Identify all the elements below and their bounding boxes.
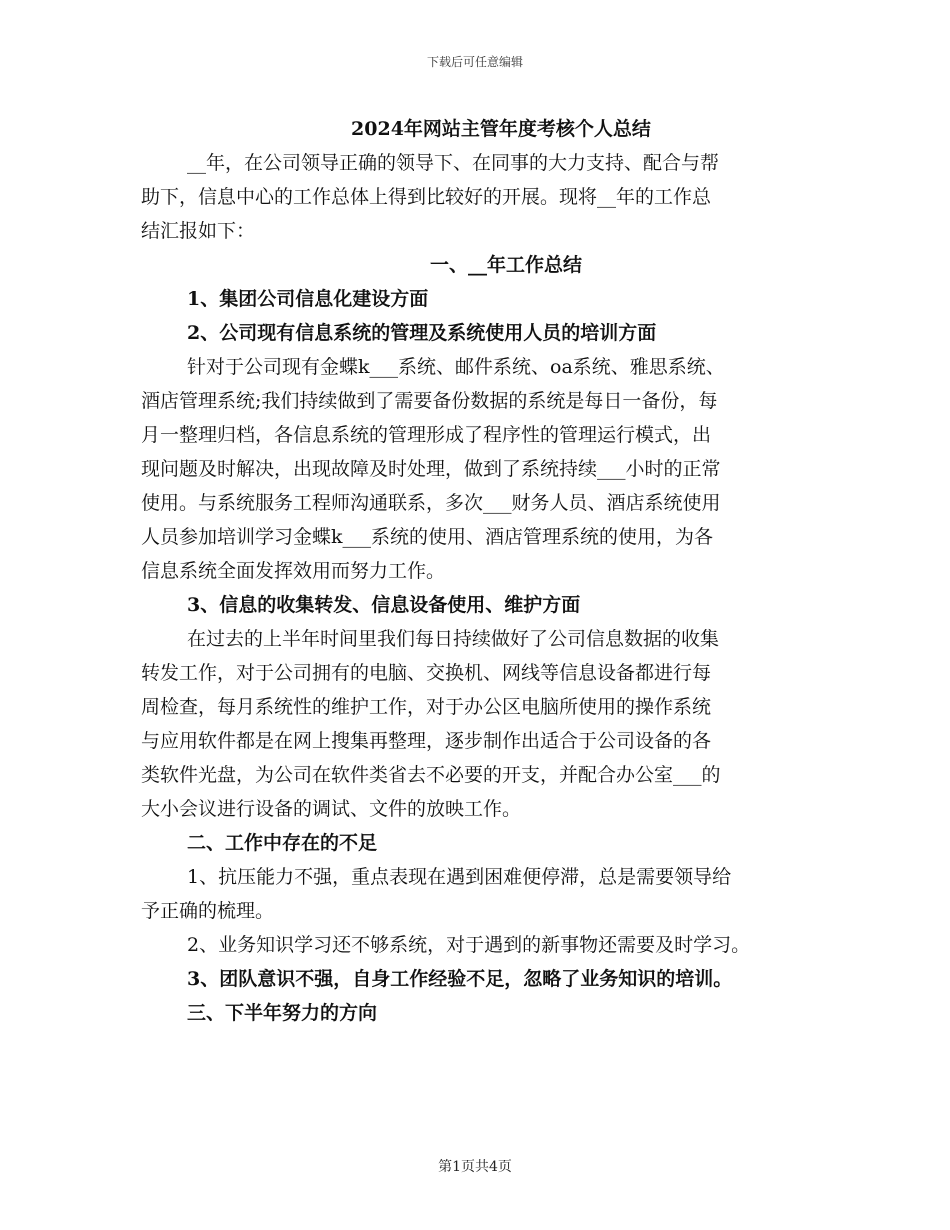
- section3-heading: 三、下半年努力的方向: [187, 1002, 378, 1024]
- item2-heading: 2、公司现有信息系统的管理及系统使用人员的培训方面: [187, 322, 657, 344]
- intro-line: 助下，信息中心的工作总体上得到比较好的开展。现将__年的工作总: [141, 186, 712, 208]
- item3-body-line: 转发工作，对于公司拥有的电脑、交换机、网线等信息设备都进行每: [141, 662, 712, 684]
- shortfall-2: 2、业务知识学习还不够系统，对于遇到的新事物还需要及时学习。: [187, 934, 751, 956]
- item2-body-line: 现问题及时解决，出现故障及时处理，做到了系统持续___小时的正常: [141, 458, 721, 480]
- item2-body-line: 人员参加培训学习金蝶k___系统的使用、酒店管理系统的使用，为各: [141, 526, 714, 548]
- intro-line: 结汇报如下：: [141, 220, 256, 242]
- section2-heading: 二、工作中存在的不足: [187, 832, 378, 854]
- item1-heading: 1、集团公司信息化建设方面: [187, 288, 429, 310]
- item3-body-line: 在过去的上半年时间里我们每日持续做好了公司信息数据的收集: [187, 628, 720, 650]
- item3-body-line: 大小会议进行设备的调试、文件的放映工作。: [141, 798, 522, 820]
- shortfall-1-line: 1、抗压能力不强，重点表现在遇到困难便停滞，总是需要领导给: [187, 866, 732, 888]
- section1-heading: 一、__年工作总结: [429, 254, 582, 276]
- page-number: 第1页共4页: [438, 1159, 512, 1175]
- item3-body-line: 与应用软件都是在网上搜集再整理，逐步制作出适合于公司设备的各: [141, 730, 712, 752]
- shortfall-3: 3、团队意识不强，自身工作经验不足，忽略了业务知识的培训。: [187, 968, 733, 990]
- item3-body-line: 类软件光盘，为公司在软件类省去不必要的开支，并配合办公室___的: [141, 764, 721, 786]
- item3-body-line: 周检查，每月系统性的维护工作，对于办公区电脑所使用的操作系统: [141, 696, 712, 718]
- item2-body-line: 月一整理归档，各信息系统的管理形成了程序性的管理运行模式，出: [141, 424, 712, 446]
- item2-body-line: 酒店管理系统;我们持续做到了需要备份数据的系统是每日一备份，每: [141, 390, 718, 412]
- item2-body-line: 信息系统全面发挥效用而努力工作。: [141, 560, 446, 582]
- item3-heading: 3、信息的收集转发、信息设备使用、维护方面: [187, 594, 581, 616]
- document-body: [141, 112, 821, 1030]
- header-note: 下载后可任意编辑: [426, 55, 523, 69]
- shortfall-1-line: 予正确的梳理。: [141, 900, 275, 922]
- intro-line: __年，在公司领导正确的领导下、在同事的大力支持、配合与帮: [187, 152, 720, 174]
- item2-body-line: 针对于公司现有金蝶k___系统、邮件系统、oa系统、雅思系统、: [187, 356, 725, 378]
- document-title: 2024年网站主管年度考核个人总结: [351, 118, 651, 140]
- item2-body-line: 使用。与系统服务工程师沟通联系，多次___财务人员、酒店系统使用: [141, 492, 721, 514]
